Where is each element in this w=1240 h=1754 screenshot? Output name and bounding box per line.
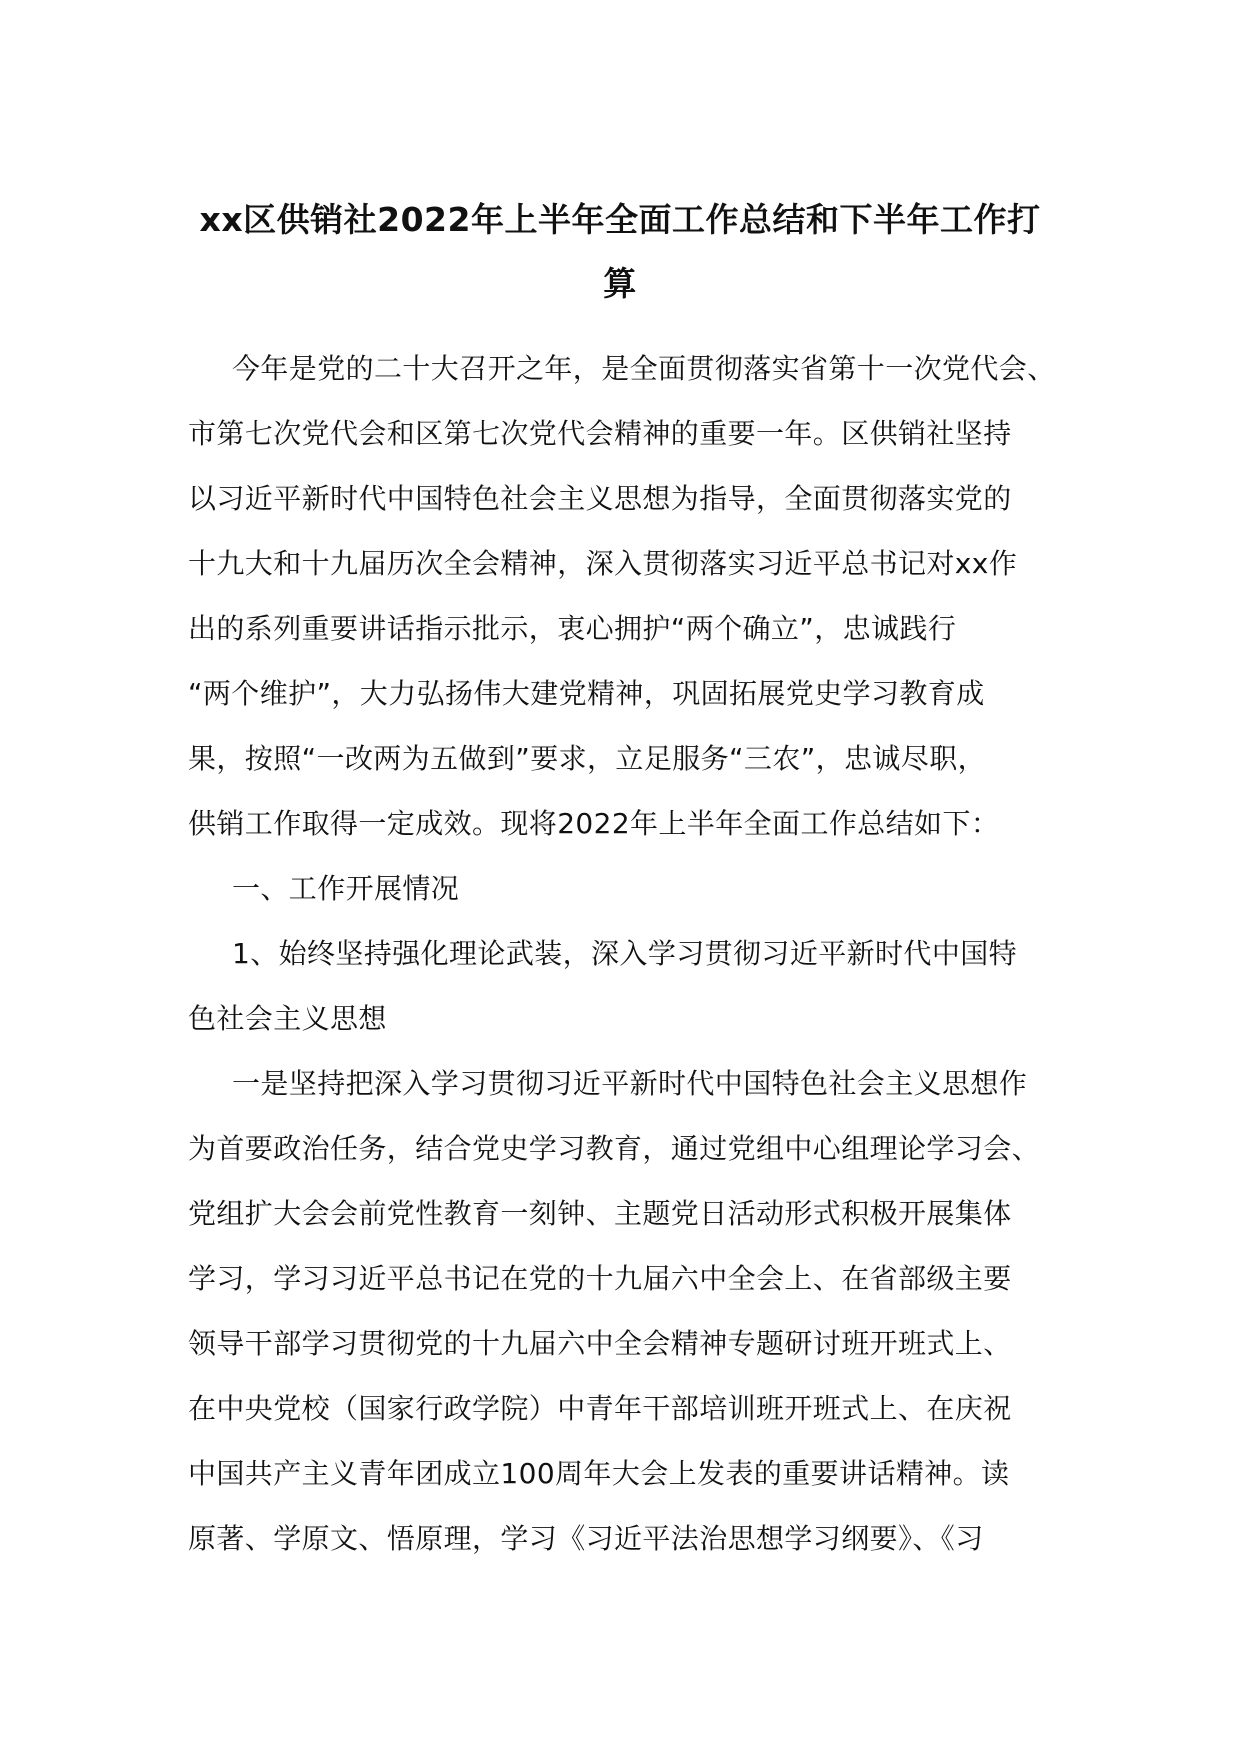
paragraph-line: 学习，学习习近平总书记在党的十九届六中全会上、在省部级主要 [188,1262,1012,1295]
subsection-heading-line: 1、始终坚持强化理论武装，深入学习贯彻习近平新时代中国特 [232,937,1018,970]
paragraph-line: “两个维护”，大力弘扬伟大建党精神，巩固拓展党史学习教育成 [188,677,985,710]
section-heading: 一、工作开展情况 [232,872,460,905]
title-line-1: xx区供销社2022年上半年全面工作总结和下半年工作打 [199,200,1041,239]
paragraph-line: 为首要政治任务，结合党史学习教育，通过党组中心组理论学习会、 [188,1132,1041,1165]
paragraph-line: 在中央党校（国家行政学院）中青年干部培训班开班式上、在庆祝 [188,1392,1012,1425]
paragraph-line: 十九大和十九届历次全会精神，深入贯彻落实习近平总书记对xx作 [188,547,1018,580]
subsection-heading-line: 色社会主义思想 [188,1002,387,1035]
paragraph-line: 原著、学原文、悟原理，学习《习近平法治思想学习纲要》、《习 [188,1522,984,1555]
paragraph-line: 市第七次党代会和区第七次党代会精神的重要一年。区供销社坚持 [188,417,1012,450]
paragraph-line: 出的系列重要讲话指示批示，衷心拥护“两个确立”，忠诚践行 [188,612,957,645]
document-body [188,336,1068,1571]
paragraph-line: 今年是党的二十大召开之年，是全面贯彻落实省第十一次党代会、 [232,352,1056,385]
paragraph-line: 党组扩大会会前党性教育一刻钟、主题党日活动形式积极开展集体 [188,1197,1012,1230]
paragraph-line: 以习近平新时代中国特色社会主义思想为指导，全面贯彻落实党的 [188,482,1012,515]
paragraph-line: 中国共产主义青年团成立100周年大会上发表的重要讲话精神。读 [188,1457,1010,1490]
document-title [180,188,1060,316]
paragraph-line: 领导干部学习贯彻党的十九届六中全会精神专题研讨班开班式上、 [188,1327,1012,1360]
title-line-2: 算 [603,264,637,303]
paragraph-line: 果，按照“一改两为五做到”要求，立足服务“三农”，忠诚尽职， [188,742,987,775]
paragraph-line: 一是坚持把深入学习贯彻习近平新时代中国特色社会主义思想作 [232,1067,1028,1100]
paragraph-line: 供销工作取得一定成效。现将2022年上半年全面工作总结如下： [188,807,1000,840]
